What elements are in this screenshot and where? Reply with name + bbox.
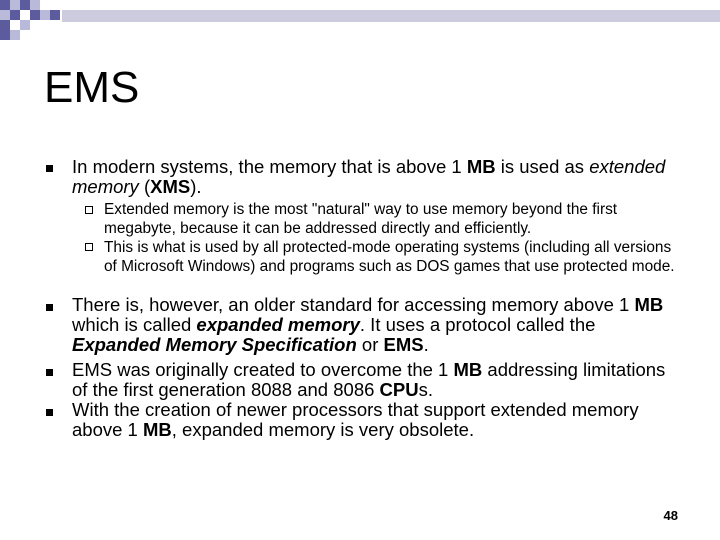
deco-square xyxy=(20,0,30,10)
text-run: EMS was originally created to overcome the 1 xyxy=(72,359,454,380)
text-run: , expanded memory is very obsolete. xyxy=(171,419,475,440)
header-band xyxy=(62,10,720,22)
bullet-text xyxy=(72,400,682,440)
deco-square xyxy=(20,20,30,30)
text-run: which is called xyxy=(72,314,197,335)
text-run: ). xyxy=(190,176,202,197)
header-decoration xyxy=(0,0,720,40)
deco-square xyxy=(0,10,10,20)
bullet-square-icon xyxy=(46,369,53,376)
deco-square xyxy=(40,10,50,20)
text-run: MB xyxy=(634,294,664,315)
text-run: Expanded Memory Specification xyxy=(72,334,357,355)
text-run: s. xyxy=(418,379,433,400)
text-run: With the creation of newer processors that support extended memory above 1 xyxy=(72,399,639,440)
text-run: . xyxy=(423,334,429,355)
text-run: MB xyxy=(466,156,496,177)
text-run: MB xyxy=(453,359,483,380)
sub-bullet-square-icon xyxy=(85,243,93,251)
text-run: EMS xyxy=(383,334,424,355)
deco-square xyxy=(0,20,10,30)
page-number: 48 xyxy=(663,508,678,523)
bullet-square-icon xyxy=(46,165,53,172)
sub-bullet-text: Extended memory is the most "natural" way to use memory beyond the first megabyte, because it can be addressed directly and efficiently. xyxy=(104,201,618,237)
sub-bullet-square-icon xyxy=(85,206,93,214)
bullet-text xyxy=(72,157,682,197)
text-run: or xyxy=(356,334,384,355)
deco-square xyxy=(0,0,10,10)
bullet-text xyxy=(72,295,682,355)
text-run: XMS xyxy=(150,176,191,197)
text-run: ( xyxy=(138,176,151,197)
deco-square xyxy=(30,10,40,20)
text-run: CPU xyxy=(379,379,419,400)
deco-square xyxy=(10,10,20,20)
bullet-square-icon xyxy=(46,304,53,311)
text-run: is used as xyxy=(495,156,590,177)
bullet-square-icon xyxy=(46,409,53,416)
text-run: addressing limitations of the first generation 8088 and 8086 xyxy=(72,359,666,400)
deco-square xyxy=(30,0,40,10)
slide-title: EMS xyxy=(44,63,140,112)
text-run: . It uses a protocol called the xyxy=(359,314,596,335)
text-run: In modern systems, the memory that is above 1 xyxy=(72,156,467,177)
text-run: extended memory xyxy=(72,156,666,197)
text-run: There is, however, an older standard for accessing memory above 1 xyxy=(72,294,635,315)
deco-square xyxy=(0,30,10,40)
deco-square xyxy=(10,30,20,40)
text-run: expanded memory xyxy=(196,314,360,335)
text-run: MB xyxy=(142,419,172,440)
deco-square xyxy=(50,10,60,20)
bullet-text xyxy=(72,360,682,400)
deco-square xyxy=(10,0,20,10)
sub-bullet-text: This is what is used by all protected-mode operating systems (including all versions of Microsoft Windows) and programs such as DOS games that use protected mode. xyxy=(104,239,675,275)
